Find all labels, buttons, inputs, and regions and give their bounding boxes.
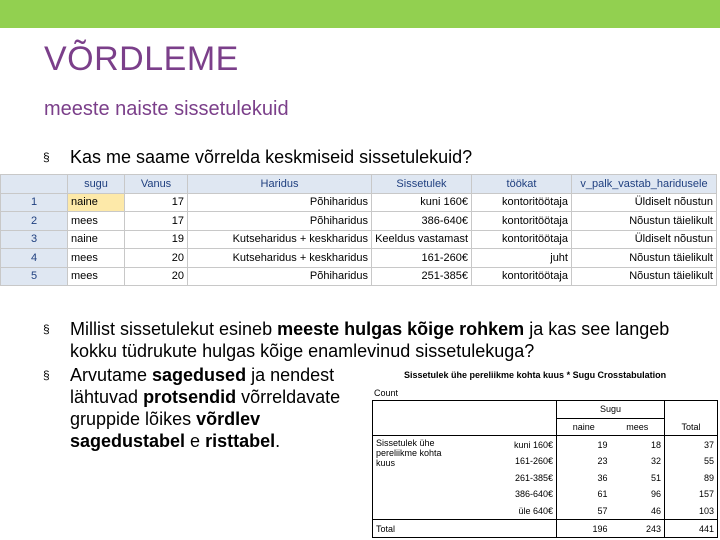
row-number[interactable]: 1	[1, 193, 68, 212]
cell[interactable]: kontoritöötaja	[472, 212, 572, 231]
bullet-icon: §	[43, 368, 50, 382]
crosstab-title: Sissetulek ühe pereliikme kohta kuus * Sugu Crosstabulation	[404, 370, 667, 380]
cell: 103	[665, 503, 718, 520]
column-header: Total	[665, 418, 718, 436]
cell: 37	[665, 436, 718, 453]
row-number[interactable]: 2	[1, 212, 68, 231]
cell: 36	[557, 470, 611, 487]
column-header: naine	[557, 418, 611, 436]
table-row	[1, 212, 717, 231]
crosstab-table	[372, 400, 718, 538]
bullet-icon: §	[43, 150, 50, 164]
row-label: üle 640€	[518, 505, 553, 516]
cell[interactable]: naine	[68, 193, 125, 212]
cell: 61	[557, 486, 611, 503]
cell[interactable]: Nõustun täielikult	[572, 267, 717, 286]
cell[interactable]: Kutseharidus + keskharidus	[188, 230, 372, 249]
column-header[interactable]: Vanus	[125, 175, 188, 194]
column-header[interactable]: Sissetulek	[372, 175, 472, 194]
cell: 19	[557, 436, 611, 453]
cell[interactable]: mees	[68, 212, 125, 231]
table-row	[1, 193, 717, 212]
cell[interactable]: Põhiharidus	[188, 267, 372, 286]
cell: 51	[650, 472, 661, 483]
column-header[interactable]: v_palk_vastab_haridusele	[572, 175, 717, 194]
cell[interactable]: Nõustun täielikult	[572, 212, 717, 231]
cell[interactable]: kuni 160€	[372, 193, 472, 212]
cell[interactable]: mees	[68, 267, 125, 286]
column-header: mees	[611, 418, 665, 436]
bullet-icon: §	[43, 322, 50, 336]
spss-data-grid	[0, 174, 717, 286]
cell[interactable]: 20	[125, 249, 188, 268]
cell[interactable]: kontoritöötaja	[472, 193, 572, 212]
cell[interactable]: Üldiselt nõustun	[572, 230, 717, 249]
cell[interactable]: kontoritöötaja	[472, 267, 572, 286]
cell[interactable]: Üldiselt nõustun	[572, 193, 717, 212]
grid-header-row	[1, 175, 717, 194]
bullet-text: Arvutame sagedused ja nendest lähtuvad protsendid võrreldavate gruppide lõikes võrdlev sagedustabel e risttabel.	[70, 365, 341, 451]
cell[interactable]: 161-260€	[372, 249, 472, 268]
column-header[interactable]: sugu	[68, 175, 125, 194]
cell: 157	[665, 486, 718, 503]
cell: 46	[650, 505, 661, 516]
column-header[interactable]: Haridus	[188, 175, 372, 194]
cell[interactable]: 17	[125, 193, 188, 212]
table-row	[1, 249, 717, 268]
emphasis: meeste hulgas kõige rohkem	[277, 319, 525, 339]
cell[interactable]: 386-640€	[372, 212, 472, 231]
row-label: 261-385€	[514, 472, 553, 483]
bullet-text: Millist sissetulekut esineb meeste hulgas kõige rohkem ja kas see langeb kokku tüdrukute hulgas kõige enamlevinud sissetulekuga?	[70, 319, 670, 361]
cell[interactable]: Põhiharidus	[188, 193, 372, 212]
row-number[interactable]: 4	[1, 249, 68, 268]
cell: 32	[650, 456, 661, 467]
slide-title: VÕRDLEME	[44, 40, 239, 78]
cell[interactable]: 20	[125, 267, 188, 286]
cell: 18	[611, 436, 665, 453]
row-label: kuni 160€	[453, 436, 557, 453]
cell: 243	[611, 520, 665, 538]
cell[interactable]: 17	[125, 212, 188, 231]
cell[interactable]: Keeldus vastamast	[372, 230, 472, 249]
row-number[interactable]: 5	[1, 267, 68, 286]
total-label: Total	[373, 520, 557, 538]
bullet-text: Kas me saame võrrelda keskmiseid sissetulekuid?	[70, 147, 473, 167]
cell: 57	[557, 503, 611, 520]
row-label: 386-640€	[514, 489, 553, 500]
row-number[interactable]: 3	[1, 230, 68, 249]
row-label: 161-260€	[514, 456, 553, 467]
cell[interactable]: 251-385€	[372, 267, 472, 286]
crosstab-count-label: Count	[374, 388, 399, 398]
cell: 55	[665, 453, 718, 470]
table-row	[1, 230, 717, 249]
row-variable-label: Sissetulek ühe pereliikme kohta kuus	[373, 436, 453, 520]
cell: 89	[665, 470, 718, 487]
top-accent-bar	[0, 0, 720, 28]
corner-cell	[1, 175, 68, 194]
column-header[interactable]: töökat	[472, 175, 572, 194]
table-row	[373, 436, 718, 453]
cell[interactable]: Kutseharidus + keskharidus	[188, 249, 372, 268]
cell[interactable]: 19	[125, 230, 188, 249]
cell[interactable]: naine	[68, 230, 125, 249]
cell[interactable]: kontoritöötaja	[472, 230, 572, 249]
table-row	[1, 267, 717, 286]
total-row	[373, 520, 718, 538]
sugu-header: Sugu	[557, 401, 665, 419]
cell: 96	[650, 489, 661, 500]
cell: 23	[557, 453, 611, 470]
cell[interactable]: mees	[68, 249, 125, 268]
cell: 441	[665, 520, 718, 538]
slide-subtitle: meeste naiste sissetulekuid	[44, 98, 289, 120]
cell: 196	[557, 520, 611, 538]
cell[interactable]: juht	[472, 249, 572, 268]
cell[interactable]: Nõustun täielikult	[572, 249, 717, 268]
cell[interactable]: Põhiharidus	[188, 212, 372, 231]
